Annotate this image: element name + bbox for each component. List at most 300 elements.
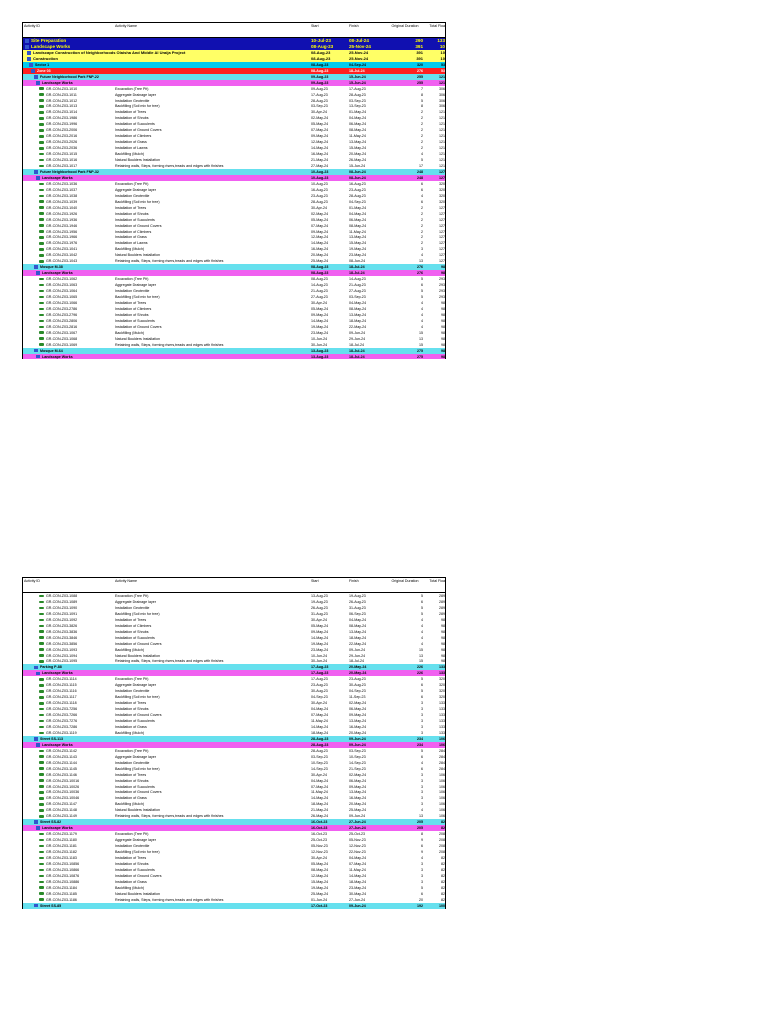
activity-id-text: GR-CON-Z03-1146 xyxy=(46,772,77,777)
duration-cell: 4 xyxy=(421,760,423,765)
start-date-cell: 30-Apr-24 xyxy=(311,300,327,305)
start-date-cell: 30-Apr-24 xyxy=(311,617,327,622)
activity-id-text: GR-CON-Z03-1145 xyxy=(46,766,77,771)
activity-icon xyxy=(39,690,44,693)
finish-date-cell: 08-May-24 xyxy=(349,223,367,228)
activity-name-cell: Installation of Shrubs xyxy=(115,211,149,216)
start-date-cell: 23-May-24 xyxy=(311,647,329,652)
total-float-cell: 121 xyxy=(439,116,445,121)
finish-date-cell: 13-May-24 xyxy=(349,140,367,145)
total-float-cell: 10 xyxy=(440,49,445,55)
activity-id-text: GR-CON-Z03-1148 xyxy=(46,808,77,813)
finish-date-cell: 25-Nov-24 xyxy=(349,43,371,49)
total-float-cell: 208 xyxy=(439,832,445,837)
activity-icon xyxy=(39,636,44,639)
activity-icon xyxy=(39,750,44,753)
wbs-icon xyxy=(36,176,40,180)
finish-date-cell: 11-May-24 xyxy=(349,134,366,139)
activity-id-text: GR-CON-Z03-2026 xyxy=(46,140,78,145)
activity-icon xyxy=(39,881,44,884)
activity-name-cell: Excavation (Tree Pit) xyxy=(115,677,149,682)
activity-name-cell: Installation of Succulents xyxy=(115,217,155,222)
activity-id-text: GR-CON-Z03-1185 xyxy=(46,891,77,896)
duration-cell: 6 xyxy=(421,599,423,604)
header-finish: Finish xyxy=(349,24,359,28)
activity-name-cell: Backfilling (Mulch) xyxy=(115,247,145,252)
total-float-cell: 133 xyxy=(439,713,445,718)
activity-icon xyxy=(39,337,44,340)
activity-id-text: GR-CON-Z03-1042 xyxy=(46,253,78,258)
total-float-cell: 106 xyxy=(439,808,445,813)
activity-id-text: GR-CON-Z03-1143 xyxy=(46,754,77,759)
finish-date-cell: 09-Jun-24 xyxy=(349,903,366,908)
finish-date-cell: 15-Jun-24 xyxy=(349,164,366,169)
finish-date-cell: 11-May-24 xyxy=(349,867,366,872)
start-date-cell: 10-Aug-23 xyxy=(311,175,329,180)
total-float-cell: 293 xyxy=(439,289,445,294)
duration-cell: 13 xyxy=(419,336,423,341)
activity-name-cell: Installation of Trees xyxy=(115,300,147,305)
total-float-cell: 98 xyxy=(441,300,445,305)
total-float-cell: 127 xyxy=(439,241,445,246)
activity-icon xyxy=(39,678,44,681)
finish-date-cell: 06-Sep-23 xyxy=(349,611,366,616)
finish-date-cell: 21-Sep-23 xyxy=(349,766,366,771)
finish-date-cell: 06-May-24 xyxy=(349,707,367,712)
activity-id-text: Landscape Works xyxy=(42,354,73,359)
activity-id-text: GR-CON-Z03-1089 xyxy=(46,599,78,604)
total-float-cell: 98 xyxy=(441,647,445,652)
duration-cell: 234 xyxy=(417,736,423,741)
total-float-cell: 127 xyxy=(439,253,445,258)
start-date-cell: 21-May-24 xyxy=(311,158,329,163)
duration-cell: 4 xyxy=(421,312,423,317)
start-date-cell: 02-May-24 xyxy=(311,116,329,121)
activity-icon xyxy=(39,302,44,305)
total-float-cell: 127 xyxy=(439,229,445,234)
start-date-cell: 09-May-24 xyxy=(311,229,329,234)
activity-name-cell: Retaining walls, Steps, forming risers,treads and edges with finishes xyxy=(115,342,224,347)
total-float-cell: 306 xyxy=(439,104,445,109)
start-date-cell: 05-May-24 xyxy=(311,623,329,628)
activity-id-text: GR-CON-Z03-2796 xyxy=(46,312,78,317)
activity-name-cell: Installation Geotextile xyxy=(115,689,150,694)
total-float-cell: 121 xyxy=(439,158,445,163)
activity-id-text: GR-CON-Z03-1117 xyxy=(46,695,77,700)
header-start: Start xyxy=(311,24,319,28)
activity-name-cell: Installation of Grass xyxy=(115,879,147,884)
start-date-cell: 09-Aug-23 xyxy=(311,86,328,91)
activity-icon xyxy=(39,254,44,257)
start-date-cell: 09-Aug-23 xyxy=(311,80,329,85)
activity-id-text: GR-CON-Z03-1116 xyxy=(46,689,77,694)
activity-icon xyxy=(39,200,44,203)
total-float-cell: 82 xyxy=(441,820,445,825)
activity-name-cell: Backfilling (Soil mix for tree) xyxy=(115,199,160,204)
finish-date-cell: 18-May-24 xyxy=(349,635,367,640)
activity-id-text: GR-CON-Z03-1996 xyxy=(46,122,78,127)
activity-id-text: GR-CON-Z03-1015 xyxy=(46,152,78,157)
activity-id-text: GR-CON-Z03-1142 xyxy=(46,748,77,753)
activity-name-cell: Installation of Succulents xyxy=(115,867,155,872)
activity-id-text: GR-CON-Z03-2036 xyxy=(46,146,78,151)
duration-cell: 3 xyxy=(421,713,423,718)
finish-date-cell: 19-May-24 xyxy=(349,247,367,252)
activity-icon xyxy=(39,242,44,245)
total-float-cell: 133 xyxy=(439,730,445,735)
activity-icon xyxy=(39,755,44,758)
activity-id-text: GR-CON-Z03-1926 xyxy=(46,211,78,216)
total-float-cell: 106 xyxy=(439,784,445,789)
total-float-cell: 127 xyxy=(439,175,445,180)
duration-cell: 2 xyxy=(421,229,423,234)
duration-cell: 3 xyxy=(421,707,423,712)
duration-cell: 13 xyxy=(419,814,423,819)
finish-date-cell: 04-May-24 xyxy=(349,116,367,121)
schedule-rows xyxy=(22,593,446,909)
duration-cell: 5 xyxy=(421,289,423,294)
activity-name-cell: Installation of Climbers xyxy=(115,229,152,234)
activity-icon xyxy=(39,93,44,96)
total-float-cell: 208 xyxy=(439,849,445,854)
duration-cell: 248 xyxy=(417,175,423,180)
total-float-cell: 121 xyxy=(439,74,445,79)
total-float-cell: 100 xyxy=(439,903,445,908)
duration-cell: 15 xyxy=(419,330,423,335)
finish-date-cell: 02-May-24 xyxy=(349,772,367,777)
start-date-cell: 09-May-24 xyxy=(311,312,329,317)
finish-date-cell: 26-Aug-23 xyxy=(349,599,366,604)
total-float-cell: 320 xyxy=(439,695,445,700)
total-float-cell: 133 xyxy=(439,707,445,712)
total-float-cell: 98 xyxy=(441,312,445,317)
activity-name-cell: Aggregate Drainage layer xyxy=(115,187,156,192)
header-finish: Finish xyxy=(349,579,359,583)
start-date-cell: 14-May-24 xyxy=(311,796,329,801)
activity-icon xyxy=(39,230,44,233)
activity-id-text: GR-CON-Z03-1093 xyxy=(46,647,78,652)
start-date-cell: 16-Oct-23 xyxy=(311,832,327,837)
activity-name-cell: Installation of Ground Covers xyxy=(115,713,162,718)
finish-date-cell: 08-May-24 xyxy=(349,623,367,628)
activity-icon xyxy=(39,595,44,598)
activity-id-text: GR-CON-Z03-1043 xyxy=(46,259,78,264)
duration-cell: 5 xyxy=(421,294,423,299)
total-float-cell: 10 xyxy=(440,55,445,61)
start-date-cell: 11-May-24 xyxy=(311,719,328,724)
start-date-cell: 10-Jun-24 xyxy=(311,653,328,658)
duration-cell: 5 xyxy=(421,677,423,682)
activity-name-cell: Backfilling (Mulch) xyxy=(115,885,145,890)
finish-date-cell: 16-Aug-23 xyxy=(349,181,366,186)
total-float-cell: 284 xyxy=(439,754,445,759)
activity-id-text: GR-CON-Z03-3836 xyxy=(46,629,78,634)
start-date-cell: 16-May-24 xyxy=(311,247,329,252)
activity-name-cell: Installation Geotextile xyxy=(115,193,150,198)
activity-name-cell: Installation of Succulents xyxy=(115,784,155,789)
activity-id-text: GR-CON-Z03-1013 xyxy=(46,104,78,109)
duration-cell: 2 xyxy=(421,205,423,210)
activity-icon xyxy=(39,111,44,114)
finish-date-cell: 17-Aug-23 xyxy=(349,86,366,91)
total-float-cell: 98 xyxy=(441,324,445,329)
activity-id-text: GR-CON-Z03-1041 xyxy=(46,247,78,252)
activity-id-text: GR-CON-Z03-10856 xyxy=(46,861,80,866)
start-date-cell: 19-Aug-23 xyxy=(311,599,328,604)
duration-cell: 275 xyxy=(417,354,423,359)
activity-name-cell: Excavation (Tree Pit) xyxy=(115,748,149,753)
duration-cell: 3 xyxy=(421,772,423,777)
activity-id-text: GR-CON-Z03-7266 xyxy=(46,713,78,718)
duration-cell: 5 xyxy=(421,605,423,610)
finish-date-cell: 14-May-24 xyxy=(349,873,367,878)
header-activity-id: Activity ID xyxy=(24,24,40,28)
activity-icon xyxy=(39,779,44,782)
total-float-cell: 98 xyxy=(441,659,445,664)
activity-id-text: GR-CON-Z03-1114 xyxy=(46,677,77,682)
start-date-cell: 28-Aug-23 xyxy=(311,736,329,741)
start-date-cell: 03-Sep-23 xyxy=(311,754,328,759)
activity-name-cell: Backfilling (Soil mix for tree) xyxy=(115,611,160,616)
finish-date-cell: 01-May-24 xyxy=(349,205,367,210)
activity-name-cell: Installation of Shrubs xyxy=(115,707,149,712)
total-float-cell: 121 xyxy=(439,164,445,169)
activity-icon xyxy=(39,206,44,209)
duration-cell: 391 xyxy=(416,55,423,61)
duration-cell: 2 xyxy=(421,110,423,115)
activity-id-text: GR-CON-Z03-1088 xyxy=(46,594,78,598)
duration-cell: 276 xyxy=(417,68,423,73)
start-date-cell: 09-May-24 xyxy=(311,134,329,139)
duration-cell: 3 xyxy=(421,790,423,795)
activity-icon xyxy=(39,708,44,711)
duration-cell: 13 xyxy=(419,259,423,264)
activity-id-text: GR-CON-Z03-1064 xyxy=(46,289,78,294)
total-float-cell: 121 xyxy=(439,128,445,133)
start-date-cell: 23-May-24 xyxy=(311,330,329,335)
activity-icon xyxy=(39,123,44,126)
finish-date-cell: 13-Sep-23 xyxy=(349,104,366,109)
duration-cell: 2 xyxy=(421,122,423,127)
start-date-cell: 21-Aug-23 xyxy=(311,289,328,294)
start-date-cell: 17-Aug-23 xyxy=(311,92,328,97)
start-date-cell: 16-May-24 xyxy=(311,152,329,157)
duration-cell: 205 xyxy=(417,826,423,831)
activity-id-text: Sector 1 xyxy=(35,62,50,67)
finish-date-cell: 15-May-24 xyxy=(349,146,367,151)
total-float-cell: 320 xyxy=(439,683,445,688)
activity-name-cell: Installation of Ground Covers xyxy=(115,324,162,329)
activity-name-cell: Installation of Shrubs xyxy=(115,312,149,317)
activity-id-text: GR-CON-Z03-1966 xyxy=(46,235,78,240)
duration-cell: 3 xyxy=(421,873,423,878)
activity-id-text: GR-CON-Z03-3856 xyxy=(46,641,78,646)
finish-date-cell: 23-Aug-23 xyxy=(349,677,366,682)
duration-cell: 4 xyxy=(421,617,423,622)
total-float-cell: 320 xyxy=(439,181,445,186)
total-float-cell: 106 xyxy=(439,814,445,819)
activity-id-text: GR-CON-Z03-1986 xyxy=(46,116,78,121)
schedule-rows xyxy=(22,38,446,359)
duration-cell: 4 xyxy=(421,629,423,634)
start-date-cell: 04-May-24 xyxy=(311,707,329,712)
finish-date-cell: 27-Aug-23 xyxy=(349,289,366,294)
finish-date-cell: 04-Sep-23 xyxy=(349,689,366,694)
wbs-row[interactable] xyxy=(23,903,445,909)
finish-date-cell: 20-May-24 xyxy=(349,665,367,670)
start-date-cell: 05-May-24 xyxy=(311,217,329,222)
activity-icon xyxy=(39,684,44,687)
activity-icon xyxy=(39,785,44,788)
duration-cell: 2 xyxy=(421,211,423,216)
duration-cell: 4 xyxy=(421,855,423,860)
finish-date-cell: 23-May-24 xyxy=(349,885,367,890)
start-date-cell: 01-Jun-24 xyxy=(311,897,328,902)
duration-cell: 3 xyxy=(421,879,423,884)
total-float-cell: 208 xyxy=(439,838,445,843)
wbs-icon xyxy=(25,39,29,43)
start-date-cell: 26-Aug-23 xyxy=(311,605,328,610)
start-date-cell: 16-Oct-23 xyxy=(311,820,328,825)
activity-id-text: GR-CON-Z03-1010 xyxy=(46,86,78,91)
duration-cell: 3 xyxy=(421,724,423,729)
activity-icon xyxy=(39,702,44,705)
wbs-icon xyxy=(27,57,31,61)
activity-name-cell: Installation Geotextile xyxy=(115,760,150,765)
activity-name-cell: Backfilling (Mulch) xyxy=(115,330,145,335)
activity-name-cell: Aggregate Drainage layer xyxy=(115,92,156,97)
activity-icon xyxy=(39,314,44,317)
activity-name-cell: Installation of Trees xyxy=(115,110,147,115)
activity-id-text: GR-CON-Z03-10866 xyxy=(46,867,80,872)
duration-cell: 5 xyxy=(421,611,423,616)
total-float-cell: 98 xyxy=(441,629,445,634)
activity-icon xyxy=(39,331,44,334)
duration-cell: 3 xyxy=(421,867,423,872)
activity-name-cell: Aggregate Drainage layer xyxy=(115,683,156,688)
activity-id-text: GR-CON-Z03-1039 xyxy=(46,199,78,204)
finish-date-cell: 04-Sep-24 xyxy=(349,62,366,67)
finish-date-cell: 28-Aug-23 xyxy=(349,92,366,97)
table-header xyxy=(22,577,446,593)
start-date-cell: 17-Aug-23 xyxy=(311,671,329,676)
duration-cell: 5 xyxy=(421,748,423,753)
activity-name-cell: Backfilling (Mulch) xyxy=(115,730,145,735)
wbs-icon xyxy=(27,51,31,55)
activity-id-text: GR-CON-Z03-1180 xyxy=(46,838,77,843)
duration-cell: 6 xyxy=(421,181,423,186)
finish-date-cell: 04-May-24 xyxy=(349,617,367,622)
total-float-cell: 106 xyxy=(439,742,445,747)
activity-icon xyxy=(39,720,44,723)
start-date-cell: 30-Apr-24 xyxy=(311,110,327,115)
duration-cell: 255 xyxy=(417,74,423,79)
duration-cell: 8 xyxy=(421,92,423,97)
total-float-cell: 106 xyxy=(439,796,445,801)
finish-date-cell: 19-Aug-23 xyxy=(349,594,366,598)
activity-id-text: Landscape Works xyxy=(42,742,73,747)
finish-date-cell: 20-May-24 xyxy=(349,730,367,735)
activity-name-cell: Installation Geotextile xyxy=(115,289,150,294)
activity-icon xyxy=(39,296,44,299)
duration-cell: 226 xyxy=(417,671,423,676)
start-date-cell: 08-Aug-23 xyxy=(311,271,329,276)
activity-name-cell: Installation of Trees xyxy=(115,701,147,706)
start-date-cell: 07-May-24 xyxy=(311,713,329,718)
activity-name-cell: Natural Boulders Installation xyxy=(115,891,160,896)
total-float-cell: 98 xyxy=(441,635,445,640)
activity-icon xyxy=(39,648,44,651)
activity-name-cell: Retaining walls, Steps, forming risers,treads and edges with finishes xyxy=(115,164,224,169)
activity-name-cell: Installation of Shrubs xyxy=(115,861,149,866)
finish-date-cell: 26-May-24 xyxy=(349,158,367,163)
duration-cell: 9 xyxy=(421,838,423,843)
total-float-cell: 98 xyxy=(441,641,445,646)
header-activity-name: Activity Name xyxy=(115,579,137,583)
total-float-cell: 284 xyxy=(439,760,445,765)
duration-cell: 4 xyxy=(421,318,423,323)
activity-icon xyxy=(39,117,44,120)
header-start: Start xyxy=(311,579,319,583)
header-original-duration: Original Duration xyxy=(391,24,419,28)
duration-cell: 6 xyxy=(421,199,423,204)
schedule-page-1 xyxy=(22,22,446,359)
start-date-cell: 14-May-24 xyxy=(311,241,329,246)
activity-name-cell: Installation of Lawns xyxy=(115,146,148,151)
total-float-cell: 289 xyxy=(439,605,445,610)
total-float-cell: 133 xyxy=(439,701,445,706)
total-float-cell: 98 xyxy=(441,617,445,622)
activity-id-text: GR-CON-Z03-1068 xyxy=(46,336,78,341)
total-float-cell: 127 xyxy=(439,205,445,210)
start-date-cell: 30-Apr-24 xyxy=(311,855,327,860)
activity-icon xyxy=(39,147,44,150)
duration-cell: 4 xyxy=(421,306,423,311)
start-date-cell: 16-Aug-23 xyxy=(311,187,328,192)
start-date-cell: 08-Aug-23 xyxy=(311,277,328,282)
activity-id-text: GR-CON-Z03-2806 xyxy=(46,318,78,323)
duration-cell: 3 xyxy=(421,730,423,735)
total-float-cell: 289 xyxy=(439,599,445,604)
duration-cell: 5 xyxy=(421,689,423,694)
activity-id-text: GR-CON-Z03-1976 xyxy=(46,241,78,246)
start-date-cell: 27-Aug-23 xyxy=(311,294,328,299)
finish-date-cell: 14-Sep-23 xyxy=(349,760,366,765)
activity-icon xyxy=(39,87,44,90)
start-date-cell: 17-Aug-23 xyxy=(311,665,329,670)
total-float-cell: 98 xyxy=(441,653,445,658)
activity-id-text: GR-CON-Z03-1147 xyxy=(46,802,77,807)
total-float-cell: 320 xyxy=(439,193,445,198)
start-date-cell: 31-Aug-23 xyxy=(311,611,328,616)
finish-date-cell: 02-May-24 xyxy=(349,701,367,706)
finish-date-cell: 20-May-24 xyxy=(349,671,367,676)
duration-cell: 7 xyxy=(421,86,423,91)
duration-cell: 3 xyxy=(421,796,423,801)
activity-name-cell: Backfilling (Mulch) xyxy=(115,152,145,157)
activity-icon xyxy=(39,165,44,168)
activity-icon xyxy=(39,284,44,287)
finish-date-cell: 21-Aug-23 xyxy=(349,283,366,288)
activity-id-text: Landscape Works xyxy=(31,43,71,49)
total-float-cell: 121 xyxy=(439,152,445,157)
wbs-row[interactable] xyxy=(23,354,445,360)
duration-cell: 15 xyxy=(419,342,423,347)
finish-date-cell: 01-May-24 xyxy=(349,110,367,115)
total-float-cell: 98 xyxy=(441,271,445,276)
activity-id-text: GR-CON-Z03-1149 xyxy=(46,814,77,819)
total-float-cell: 82 xyxy=(441,867,445,872)
